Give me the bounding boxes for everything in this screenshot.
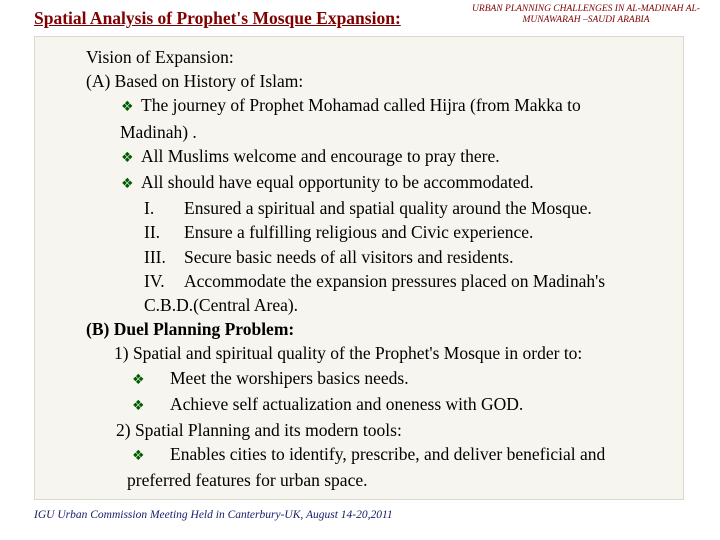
- roman-numeral: I.: [144, 198, 155, 219]
- slide-body: [86, 45, 686, 493]
- bullet-text: All Muslims welcome and encourage to pray there.: [141, 145, 500, 166]
- vision-heading: Vision of Expansion:: [86, 47, 234, 67]
- footer-text: IGU Urban Commission Meeting Held in Canterbury-UK, August 14-20,2011: [34, 509, 393, 521]
- bullet-continuation: Madinah) .: [120, 121, 197, 142]
- roman-item: [86, 245, 686, 269]
- list-item: [86, 442, 686, 468]
- roman-text: Ensure a fulfilling religious and Civic experience.: [184, 222, 534, 243]
- b2-item: 2) Spatial Planning and its modern tools:: [116, 420, 402, 441]
- roman-continuation: C.B.D.(Central Area).: [144, 295, 299, 316]
- section-b-heading: (B) Duel Planning Problem:: [86, 319, 295, 340]
- bullet-text: Meet the worshipers basics needs.: [170, 367, 409, 388]
- list-item: [86, 170, 686, 196]
- b1-item: 1) Spatial and spiritual quality of the Prophet's Mosque in order to:: [114, 343, 583, 364]
- bullet-text: The journey of Prophet Mohamad called Hijra (from Makka to: [141, 95, 581, 116]
- diamond-bullet-icon: ❖: [121, 99, 134, 116]
- roman-text: Secure basic needs of all visitors and residents.: [184, 246, 514, 267]
- subtitle-line-2: MUNAWARAH –SAUDI ARABIA: [522, 15, 650, 25]
- diamond-bullet-icon: ❖: [121, 149, 134, 166]
- diamond-bullet-icon: ❖: [132, 397, 145, 414]
- list-item: [86, 93, 686, 119]
- roman-item: [86, 269, 686, 293]
- roman-text: Ensured a spiritual and spatial quality around the Mosque.: [184, 198, 592, 219]
- bullet-text: Enables cities to identify, prescribe, and deliver beneficial and: [170, 444, 606, 465]
- list-item: [86, 366, 686, 392]
- roman-numeral: IV.: [144, 270, 165, 291]
- roman-item: [86, 196, 686, 220]
- section-a-heading: (A) Based on History of Islam:: [86, 71, 304, 92]
- diamond-bullet-icon: ❖: [132, 448, 145, 465]
- bullet-text: All should have equal opportunity to be accommodated.: [141, 172, 534, 193]
- bullet-continuation: preferred features for urban space.: [127, 470, 368, 491]
- list-item: [86, 144, 686, 170]
- page-title: Spatial Analysis of Prophet's Mosque Expansion:: [34, 8, 401, 28]
- bullet-text: Achieve self actualization and oneness with GOD.: [170, 393, 524, 414]
- list-item: [86, 392, 686, 418]
- diamond-bullet-icon: ❖: [132, 371, 145, 388]
- subtitle-line-1: URBAN PLANNING CHALLENGES IN AL-MADINAH AL-: [472, 4, 700, 14]
- roman-text: Accommodate the expansion pressures placed on Madinah's: [184, 270, 606, 291]
- diamond-bullet-icon: ❖: [121, 176, 134, 193]
- roman-numeral: III.: [144, 246, 166, 267]
- conference-subtitle: [452, 4, 720, 26]
- roman-numeral: II.: [144, 222, 161, 243]
- roman-item: [86, 220, 686, 244]
